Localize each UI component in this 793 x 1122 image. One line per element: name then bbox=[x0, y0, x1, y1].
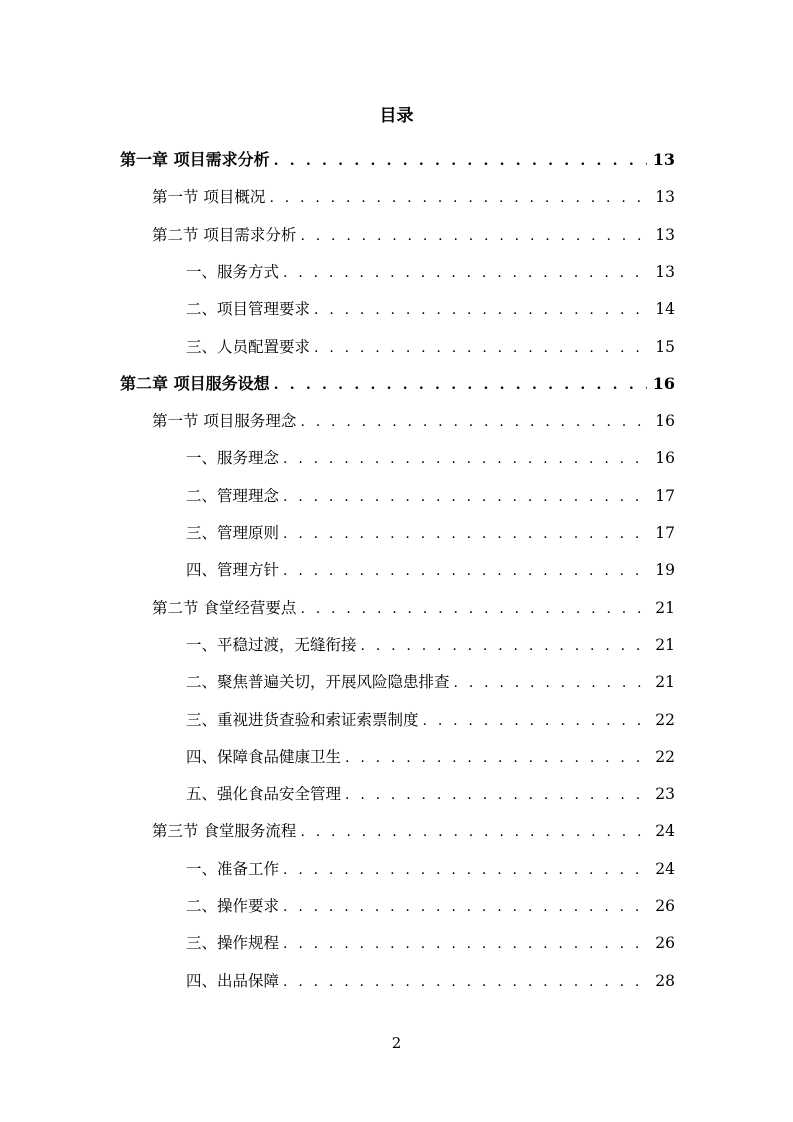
toc-entry-page: 26 bbox=[655, 934, 675, 952]
toc-entry-page: 23 bbox=[655, 785, 675, 803]
toc-entry-label: 二、项目管理要求 bbox=[186, 300, 311, 318]
toc-entry[interactable] bbox=[186, 857, 675, 881]
toc-entry-page: 28 bbox=[655, 972, 675, 990]
toc-entry-page: 21 bbox=[655, 599, 675, 617]
dot-leader bbox=[283, 932, 649, 956]
dot-leader bbox=[300, 820, 649, 844]
toc-entry-page: 15 bbox=[655, 338, 675, 356]
toc-entry-page: 16 bbox=[655, 449, 675, 467]
dot-leader bbox=[300, 410, 649, 434]
toc-entry-page: 13 bbox=[655, 263, 675, 281]
toc-entry-label: 四、保障食品健康卫生 bbox=[186, 748, 342, 766]
dot-leader bbox=[283, 447, 649, 471]
dot-leader bbox=[269, 186, 649, 210]
toc-entry[interactable] bbox=[120, 372, 675, 396]
toc-entry-page: 16 bbox=[655, 412, 675, 430]
page-number: 2 bbox=[391, 1034, 402, 1052]
toc-entry-label: 第三节 食堂服务流程 bbox=[152, 822, 297, 840]
dot-leader bbox=[454, 671, 650, 695]
dot-leader bbox=[345, 746, 649, 770]
toc-entry[interactable] bbox=[186, 969, 675, 993]
toc-entry-label: 第二节 食堂经营要点 bbox=[152, 599, 297, 617]
toc-entry-label: 三、重视进货查验和索证索票制度 bbox=[186, 711, 419, 729]
toc-entry-page: 21 bbox=[655, 673, 675, 691]
toc-entry-page: 24 bbox=[655, 822, 675, 840]
toc-entry[interactable] bbox=[186, 260, 675, 284]
toc-entry-page: 16 bbox=[652, 374, 675, 393]
dot-leader bbox=[283, 559, 649, 583]
toc-entry[interactable] bbox=[152, 185, 675, 209]
toc-entry-page: 22 bbox=[655, 711, 675, 729]
toc-title: 目录 bbox=[379, 106, 414, 126]
toc-entry-label: 一、平稳过渡，无缝衔接 bbox=[186, 636, 357, 654]
dot-leader bbox=[283, 970, 649, 994]
toc-entry[interactable] bbox=[186, 484, 675, 508]
dot-leader bbox=[345, 783, 649, 807]
toc-entry-label: 四、管理方针 bbox=[186, 561, 280, 579]
toc-entry[interactable] bbox=[186, 521, 675, 545]
toc-entry-page: 22 bbox=[655, 748, 675, 766]
toc-entry[interactable] bbox=[186, 297, 675, 321]
toc-entry-label: 一、服务理念 bbox=[186, 449, 280, 467]
toc-entry-label: 二、聚焦普遍关切，开展风险隐患排查 bbox=[186, 673, 450, 691]
toc-entry[interactable] bbox=[186, 633, 675, 657]
toc-entry-page: 13 bbox=[655, 226, 675, 244]
toc-entry[interactable] bbox=[186, 745, 675, 769]
toc-entry-page: 17 bbox=[655, 524, 675, 542]
dot-leader bbox=[283, 485, 649, 509]
dot-leader bbox=[283, 858, 649, 882]
toc-entry[interactable] bbox=[152, 223, 675, 247]
dot-leader bbox=[314, 336, 649, 360]
toc-entry-page: 24 bbox=[655, 860, 675, 878]
toc-entry[interactable] bbox=[186, 782, 675, 806]
toc-entry-label: 一、服务方式 bbox=[186, 263, 280, 281]
toc-entry-page: 13 bbox=[655, 188, 675, 206]
toc-entry-label: 一、准备工作 bbox=[186, 860, 280, 878]
dot-leader bbox=[283, 895, 649, 919]
dot-leader bbox=[300, 597, 649, 621]
dot-leader bbox=[314, 298, 649, 322]
toc-entry[interactable] bbox=[186, 708, 675, 732]
toc-entry-label: 三、操作规程 bbox=[186, 934, 280, 952]
toc-entry[interactable] bbox=[186, 335, 675, 359]
toc-entry-page: 19 bbox=[655, 561, 675, 579]
toc-entry-page: 17 bbox=[655, 487, 675, 505]
toc-entry[interactable] bbox=[186, 670, 675, 694]
toc-entry-label: 三、人员配置要求 bbox=[186, 338, 311, 356]
dot-leader bbox=[283, 261, 649, 285]
toc-entry[interactable] bbox=[186, 558, 675, 582]
toc-entry[interactable] bbox=[120, 148, 675, 172]
toc-entry[interactable] bbox=[186, 894, 675, 918]
dot-leader bbox=[283, 522, 649, 546]
dot-leader bbox=[274, 149, 647, 173]
toc-entry-label: 四、出品保障 bbox=[186, 972, 280, 990]
toc-entry-label: 第二章 项目服务设想 bbox=[120, 374, 270, 393]
toc-entry-label: 第一节 项目概况 bbox=[152, 188, 266, 206]
dot-leader bbox=[274, 373, 647, 397]
toc-entry[interactable] bbox=[186, 446, 675, 470]
toc-entry[interactable] bbox=[152, 409, 675, 433]
toc-entry-page: 26 bbox=[655, 897, 675, 915]
toc-entry-page: 14 bbox=[655, 300, 675, 318]
toc-entry-label: 第一节 项目服务理念 bbox=[152, 412, 297, 430]
toc-entry-label: 第一章 项目需求分析 bbox=[120, 150, 270, 169]
dot-leader bbox=[300, 224, 649, 248]
toc-entry-label: 五、强化食品安全管理 bbox=[186, 785, 342, 803]
toc-entry[interactable] bbox=[186, 931, 675, 955]
toc-entry[interactable] bbox=[152, 596, 675, 620]
dot-leader bbox=[361, 634, 650, 658]
toc-entry-label: 三、管理原则 bbox=[186, 524, 280, 542]
toc-entry-label: 二、管理理念 bbox=[186, 487, 280, 505]
toc-entry-label: 二、操作要求 bbox=[186, 897, 280, 915]
toc-entry-page: 21 bbox=[655, 636, 675, 654]
dot-leader bbox=[423, 709, 650, 733]
toc-entry-page: 13 bbox=[652, 150, 675, 169]
toc-entry[interactable] bbox=[152, 819, 675, 843]
toc-entry-label: 第二节 项目需求分析 bbox=[152, 226, 297, 244]
